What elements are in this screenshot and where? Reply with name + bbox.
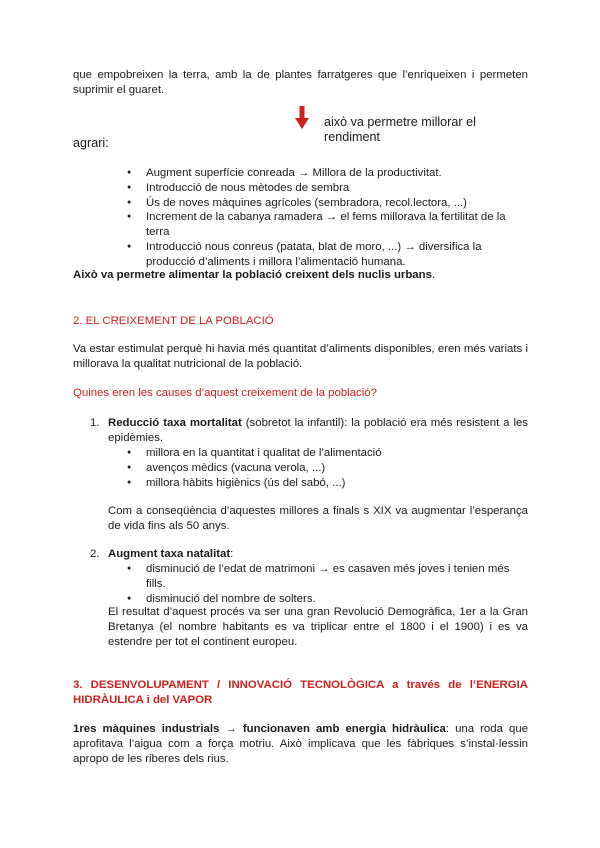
item-1-text: [108, 416, 528, 446]
down-arrow-icon: [295, 106, 309, 130]
conclusion-end: .: [431, 269, 436, 281]
item-1-bullets: [127, 446, 528, 490]
section-2-heading: 2. EL CREIXEMENT DE LA POBLACIÓ: [73, 315, 274, 327]
item-1-bold: Reducció taxa mortalitat: [108, 417, 242, 429]
list-item: ● millora en la quantitat i qualitat de l’alimentació: [127, 446, 528, 461]
item-1-after: Com a conseqüència d’aquestes millores a finals s XIX va augmentar l’esperança de vida fins als 50 anys.: [108, 505, 528, 532]
list-item: ● Introducció nous conreus (patata, blat de moro, ...) → diversifica la producció d’aliments i millora l’alimentació humana.: [127, 240, 528, 270]
item-number-1: 1.: [90, 417, 100, 429]
item-2-bold: Augment taxa natalitat: [108, 548, 231, 560]
section-3-rest: : una roda que aprofitava l’aigua com a força motriu. Això implicava que les fàbriques s’instal·lessin apropo de les riberes dels rius.: [73, 723, 528, 765]
list-item: ● Introducció de nous mètodes de sembra: [127, 181, 528, 196]
list-item: ● disminució de l’edat de matrimoni → es casaven més joves i tenien més fills.: [127, 562, 528, 592]
item-2-rest: :: [230, 548, 234, 560]
section-3-paragraph: [73, 722, 528, 766]
item-2-bullets: [127, 562, 528, 606]
section-2-question: Quines eren les causes d’aquest creixement de la població?: [73, 387, 377, 399]
arrow-text: això va permetre millorar el rendiment: [324, 115, 476, 144]
list-item: ● millora hàbits higiènics (ús del sabó, ...): [127, 476, 528, 491]
section-3-heading: 3. DESENVOLUPAMENT / INNOVACIÓ TECNOLÒGICA a través de l’ENERGIA HIDRÀULICA i del VAPOR: [73, 679, 528, 706]
item-number-2: 2.: [90, 548, 100, 560]
list-item: ● avenços mèdics (vacuna verola, ...): [127, 461, 528, 476]
list-item: ● Ús de noves màquines agrícoles (sembradora, recol.lectora, ...): [127, 196, 528, 211]
list-item: ● Increment de la cabanya ramadera → el fems millorava la fertilitat de la terra: [127, 210, 528, 240]
item-2-after: El resultat d’aquest procés va ser una gran Revolució Demogràfica, 1er a la Gran Bretanya (el nombre habitants es va triplicar entre el 1800 i el 1900) i es va estendre per tot el continent europeu.: [108, 606, 528, 648]
agrari-text: agrari:: [73, 136, 109, 150]
item-2-text: [108, 547, 528, 562]
list-item: ● Augment superfície conreada → Millora de la productivitat.: [127, 166, 528, 181]
improvements-list: [127, 166, 528, 270]
item-1-rest: (sobretot la infantil): la població era més resistent a les epidèmies.: [108, 417, 529, 444]
section-2-intro: Va estar estimulat perquè hi havia més quantitat d’aliments disponibles, eren més variats i millorava la qualitat nutricional de la població.: [73, 343, 528, 370]
conclusion: [73, 268, 435, 283]
conclusion-bold: Això va permetre alimentar la població creixent dels nuclis urbans: [73, 269, 432, 281]
list-item: ● disminució del nombre de solters.: [127, 592, 528, 607]
intro-paragraph: que empobreixen la terra, amb la de plantes farratgeres que l’enriqueixen i permeten suprimir el guaret.: [73, 69, 528, 96]
section-3-bold: 1res màquines industrials → funcionaven amb energia hidràulica: [73, 723, 446, 735]
